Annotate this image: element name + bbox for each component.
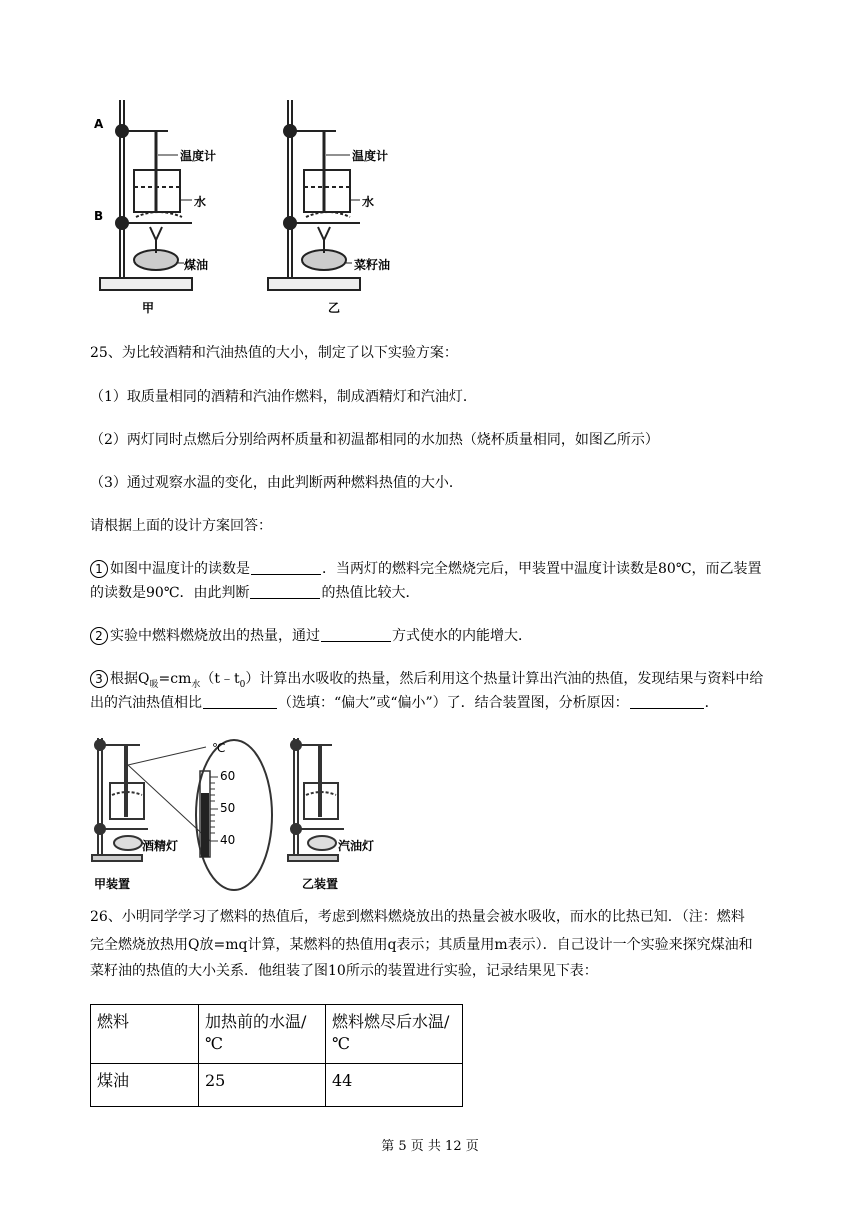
tick-40: 40 <box>220 833 236 847</box>
p3-sub-zero: 0 <box>239 679 246 690</box>
answer-blank-method[interactable] <box>321 626 391 642</box>
table-header-row <box>91 1005 463 1064</box>
p1-text-b: ．当两灯的燃料完全燃烧完后，甲装置中温度计读数是80℃，而乙装置 <box>322 561 762 577</box>
cell-initial-temp: 25 <box>199 1064 326 1107</box>
right-thermometer-label: 温度计 <box>352 149 389 163</box>
page-footer: 第 5 页 共 12 页 <box>381 1139 479 1154</box>
q25-step1: （1）取质量相同的酒精和汽油作燃料，制成酒精灯和汽油灯． <box>90 389 477 405</box>
header-cell-final-temp: 燃料燃尽后水温/℃ <box>326 1005 463 1064</box>
yi-apparatus-caption: 乙装置 <box>302 877 339 891</box>
figure-lamps-thermometer <box>88 733 378 893</box>
table-row <box>91 1064 463 1107</box>
gasoline-lamp-label: 汽油灯 <box>338 839 375 853</box>
tick-50: 50 <box>220 801 236 815</box>
cell-fuel: 煤油 <box>91 1064 199 1107</box>
q25-part3-line2 <box>90 693 790 713</box>
q25-part1-line2 <box>90 583 790 603</box>
p3-text-e: 出的汽油热值相比 <box>90 695 202 711</box>
p3-text-b: =cm <box>158 671 192 687</box>
p3-sub-water: 水 <box>191 679 201 690</box>
p1-text-d: 的热值比较大． <box>321 585 420 601</box>
q25-part2 <box>90 626 790 646</box>
p3-text-c: （t﹣t <box>200 671 240 687</box>
q25-prompt: 请根据上面的设计方案回答： <box>90 518 272 534</box>
p3-sub-absorb: 吸 <box>149 679 159 690</box>
left-water-label: 水 <box>194 195 207 209</box>
circled-number-2: 2 <box>90 627 108 645</box>
p3-text-f: （选填：“偏大”或“偏小”）了．结合装置图，分析原因： <box>278 695 629 711</box>
p3-text-g: ． <box>704 695 719 711</box>
p1-text-a: 如图中温度计的读数是 <box>110 561 250 577</box>
p3-text-a: 根据Q <box>110 671 150 687</box>
thermometer-unit: ℃ <box>212 741 226 755</box>
p2-text-b: 方式使水的内能增大． <box>392 628 532 644</box>
answer-blank-bias[interactable] <box>203 693 277 709</box>
q26-line2: 完全燃烧放热用Q放=mq计算，某燃料的热值用q表示；其质量用m表示）．自己设计一个实验来探究煤油和 <box>90 937 753 953</box>
jia-apparatus-caption: 甲装置 <box>94 877 131 891</box>
answer-blank-reason[interactable] <box>630 693 704 709</box>
label-b: B <box>94 209 104 223</box>
alcohol-lamp-label: 酒精灯 <box>142 839 179 853</box>
header-cell-initial-temp: 加热前的水温/℃ <box>199 1005 326 1064</box>
left-caption: 甲 <box>142 301 155 315</box>
q26-line1: 26、小明同学学习了燃料的热值后，考虑到燃料燃烧放出的热量会被水吸收，而水的比热已知．（注：燃料 <box>90 909 745 925</box>
q25-title: 25、为比较酒精和汽油热值的大小，制定了以下实验方案： <box>90 345 458 361</box>
p1-text-c: 的读数是90℃．由此判断 <box>90 585 250 601</box>
circled-number-1: 1 <box>90 560 108 578</box>
answer-blank-reading[interactable] <box>251 559 321 575</box>
q25-part1-line1 <box>90 559 790 579</box>
figure-apparatus-jia-yi <box>88 95 418 320</box>
tick-60: 60 <box>220 769 236 783</box>
header-cell-fuel: 燃料 <box>91 1005 199 1064</box>
q25-step3: （3）通过观察水温的变化，由此判断两种燃料热值的大小． <box>90 475 463 491</box>
circled-number-3: 3 <box>90 670 108 688</box>
cell-final-temp: 44 <box>326 1064 463 1107</box>
right-caption: 乙 <box>328 301 341 315</box>
label-a: A <box>94 117 104 131</box>
q25-part3-line1 <box>90 669 790 695</box>
answer-blank-fuel[interactable] <box>250 583 320 599</box>
fuel-temperature-table <box>90 1004 463 1107</box>
q26-line3: 菜籽油的热值的大小关系．他组装了图10所示的装置进行实验，记录结果见下表： <box>90 963 598 979</box>
left-fuel-label: 煤油 <box>184 258 209 272</box>
q25-step2: （2）两灯同时点燃后分别给两杯质量和初温都相同的水加热（烧杯质量相同，如图乙所示） <box>90 432 659 448</box>
p3-text-d: ）计算出水吸收的热量，然后利用这个热量计算出汽油的热值，发现结果与资料中给 <box>245 671 764 687</box>
left-thermometer-label: 温度计 <box>180 149 217 163</box>
right-water-label: 水 <box>362 195 375 209</box>
right-fuel-label: 菜籽油 <box>354 258 391 272</box>
p2-text-a: 实验中燃料燃烧放出的热量，通过 <box>110 628 320 644</box>
